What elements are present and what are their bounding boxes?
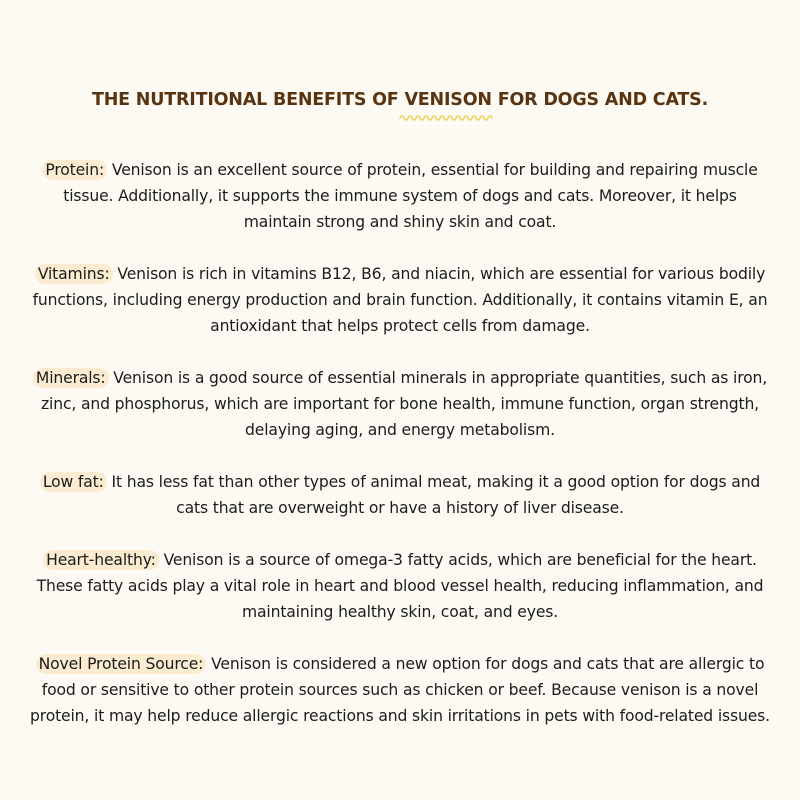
benefit-label: Low fat:: [40, 472, 107, 492]
benefit-label: Heart-healthy:: [43, 550, 159, 570]
benefit-protein: [30, 157, 770, 235]
page-title: THE NUTRITIONAL BENEFITS OF VENISON FOR DOGS AND CATS.: [91, 90, 709, 110]
benefit-text: Venison is a good source of essential minerals in appropriate quantities, such as iron, zinc, and phosphorus, which are important for bone health, immune function, organ strength, delaying aging, and energy metabolism.: [41, 369, 768, 439]
benefit-label: Novel Protein Source:: [36, 654, 207, 674]
benefit-text: Venison is a source of omega-3 fatty acids, which are beneficial for the heart. These fatty acids play a vital role in heart and blood vessel health, reducing inflammation, and maintaining healthy skin, coat, and eyes.: [36, 551, 764, 621]
benefit-vitamins: [30, 261, 770, 339]
benefit-label: Minerals:: [33, 368, 109, 388]
benefit-text: Venison is considered a new option for dogs and cats that are allergic to food or sensitive to other protein sources such as chicken or beef. Because venison is a novel protein, it may help reduce allergic reactions and skin irritations in pets with food-related issues.: [30, 655, 770, 725]
benefit-minerals: [30, 365, 770, 443]
title-underline-squiggle: [399, 113, 495, 123]
benefit-label: Vitamins:: [35, 264, 113, 284]
benefit-text: Venison is an excellent source of protein, essential for building and repairing muscle tissue. Additionally, it supports the immune system of dogs and cats. Moreover, it helps maintain strong and shiny skin and coat.: [63, 161, 758, 231]
benefit-label: Protein:: [42, 160, 107, 180]
benefit-text: Venison is rich in vitamins B12, B6, and niacin, which are essential for various bodily functions, including energy production and brain function. Additionally, it contains vitamin E, an antioxidant that helps protect cells from damage.: [32, 265, 768, 335]
benefits-list: [30, 157, 770, 755]
benefit-low-fat: [30, 469, 770, 521]
benefit-novel-protein: [30, 651, 770, 729]
benefit-text: It has less fat than other types of animal meat, making it a good option for dogs and cats that are overweight or have a history of liver disease.: [106, 473, 761, 517]
benefit-heart-healthy: [30, 547, 770, 625]
